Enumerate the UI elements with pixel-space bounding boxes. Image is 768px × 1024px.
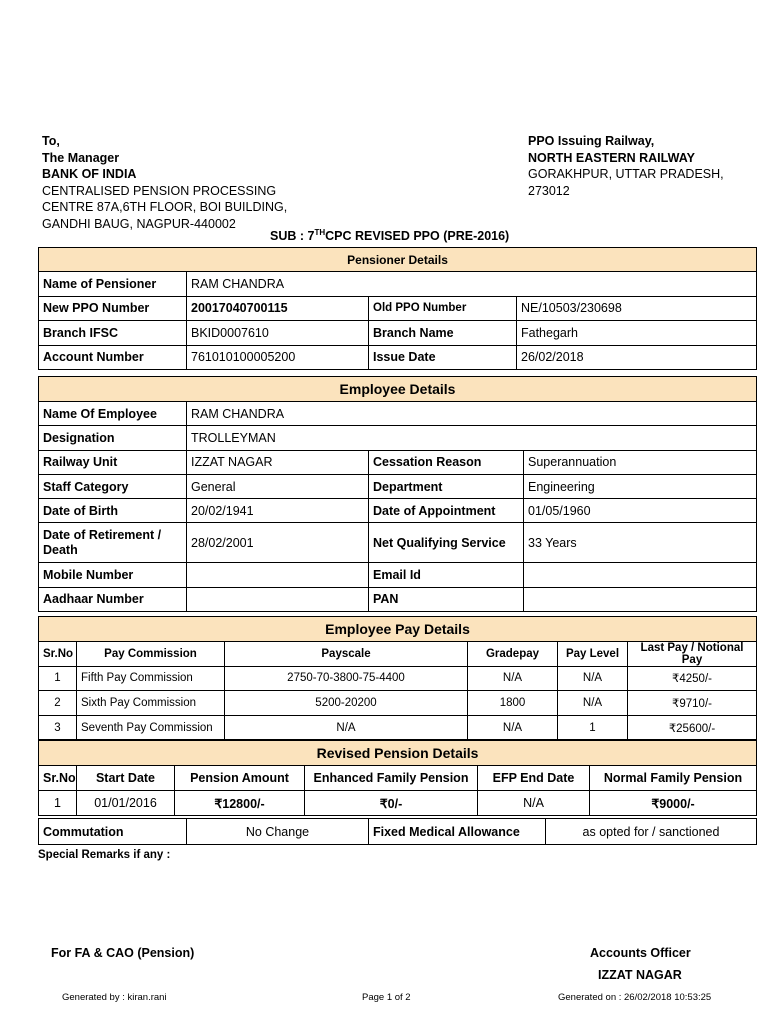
pay-commission: Seventh Pay Commission: [77, 715, 225, 740]
revised-pension-title: Revised Pension Details: [39, 741, 757, 766]
revised-header-pension-amount: Pension Amount: [175, 766, 305, 791]
issue-date-label: Issue Date: [369, 345, 517, 369]
cessation-reason-label: Cessation Reason: [369, 450, 524, 474]
cessation-reason-value: Superannuation: [524, 450, 757, 474]
employee-details-table: [38, 376, 757, 612]
commutation-table: [38, 818, 757, 845]
pay-row: [39, 715, 757, 740]
pay-row: [39, 691, 757, 716]
staff-category-value: General: [187, 474, 369, 498]
employee-name-label: Name Of Employee: [39, 402, 187, 426]
subject-suffix: CPC REVISED PPO (PRE-2016): [325, 229, 510, 244]
pay-header-payscale: Payscale: [225, 641, 468, 666]
subject-line: [0, 228, 768, 243]
issuer-label: PPO Issuing Railway,: [528, 134, 655, 148]
revised-efp-end: N/A: [478, 791, 590, 816]
revised-pension-table: [38, 740, 757, 816]
addressee-block: [42, 133, 287, 232]
pay-details-table: [38, 616, 757, 740]
old-ppo-label: Old PPO Number: [369, 296, 517, 320]
net-qualifying-service-value: 33 Years: [524, 523, 757, 563]
signatory-right-title: Accounts Officer: [590, 946, 691, 960]
email-id-value: [524, 563, 757, 587]
addressee-address-line: GANDHI BAUG, NAGPUR-440002: [42, 216, 236, 231]
pensioner-name-value: RAM CHANDRA: [187, 272, 757, 296]
revised-nfp: 9000/-: [659, 796, 695, 811]
pay-payscale: 5200-20200: [225, 691, 468, 716]
aadhaar-number-value: [187, 587, 369, 611]
issuer-pincode: 273012: [528, 183, 570, 198]
account-number-label: Account Number: [39, 345, 187, 369]
revised-header-nfp: Normal Family Pension: [590, 766, 757, 791]
employee-name-value: RAM CHANDRA: [187, 402, 757, 426]
pensioner-details-title: Pensioner Details: [39, 248, 757, 272]
fma-value: as opted for / sanctioned: [546, 819, 757, 845]
pay-level: N/A: [558, 691, 628, 716]
revised-header-efp: Enhanced Family Pension: [305, 766, 478, 791]
pay-srno: 2: [39, 691, 77, 716]
old-ppo-value: NE/10503/230698: [517, 296, 757, 320]
pan-label: PAN: [369, 587, 524, 611]
branch-name-label: Branch Name: [369, 321, 517, 345]
addressee-title: The Manager: [42, 150, 120, 165]
pay-header-lastpay: Last Pay / Notional Pay: [628, 641, 757, 666]
commutation-value: No Change: [187, 819, 369, 845]
revised-header-start-date: Start Date: [77, 766, 175, 791]
net-qualifying-service-label: Net Qualifying Service: [369, 523, 524, 563]
branch-ifsc-value: BKID0007610: [187, 321, 369, 345]
bank-name: BANK OF INDIA: [42, 167, 137, 181]
commutation-label: Commutation: [39, 819, 187, 845]
footer-generated-by: Generated by : kiran.rani: [62, 992, 167, 1003]
revised-pension-amount: 12800/-: [222, 796, 265, 811]
railway-name: NORTH EASTERN RAILWAY: [528, 150, 695, 165]
pay-level: N/A: [558, 666, 628, 691]
new-ppo-label: New PPO Number: [39, 296, 187, 320]
mobile-number-label: Mobile Number: [39, 563, 187, 587]
railway-unit-label: Railway Unit: [39, 450, 187, 474]
date-of-birth-label: Date of Birth: [39, 499, 187, 523]
designation-label: Designation: [39, 426, 187, 450]
revised-efp: 0/-: [387, 796, 403, 811]
signatory-right-place: IZZAT NAGAR: [598, 968, 682, 982]
date-of-birth-value: 20/02/1941: [187, 499, 369, 523]
revised-srno: 1: [39, 791, 77, 816]
to-salutation: To,: [42, 134, 60, 148]
pay-details-title: Employee Pay Details: [39, 617, 757, 642]
date-of-retirement-value: 28/02/2001: [187, 523, 369, 563]
pay-gradepay: N/A: [468, 666, 558, 691]
pay-row: [39, 666, 757, 691]
revised-header-efp-end: EFP End Date: [478, 766, 590, 791]
pay-commission: Fifth Pay Commission: [77, 666, 225, 691]
pay-level: 1: [558, 715, 628, 740]
pensioner-details-table: [38, 247, 757, 370]
pay-lastpay: 9710/-: [679, 697, 712, 710]
pensioner-name-label: Name of Pensioner: [39, 272, 187, 296]
footer-generated-on: Generated on : 26/02/2018 10:53:25: [558, 992, 712, 1003]
pay-header-gradepay: Gradepay: [468, 641, 558, 666]
new-ppo-value: 20017040700115: [187, 296, 369, 320]
special-remarks-label: Special Remarks if any :: [38, 849, 171, 861]
staff-category-label: Staff Category: [39, 474, 187, 498]
fma-label: Fixed Medical Allowance: [369, 819, 546, 845]
department-value: Engineering: [524, 474, 757, 498]
account-number-value: 761010100005200: [187, 345, 369, 369]
date-of-appointment-value: 01/05/1960: [524, 499, 757, 523]
footer-page-number: Page 1 of 2: [362, 992, 411, 1003]
pan-value: [524, 587, 757, 611]
aadhaar-number-label: Aadhaar Number: [39, 587, 187, 611]
mobile-number-value: [187, 563, 369, 587]
pay-payscale: 2750-70-3800-75-4400: [225, 666, 468, 691]
branch-name-value: Fathegarh: [517, 321, 757, 345]
subject-sup: TH: [314, 228, 326, 237]
employee-details-title: Employee Details: [39, 377, 757, 402]
pay-header-srno: Sr.No: [39, 641, 77, 666]
revised-header-srno: Sr.No: [39, 766, 77, 791]
pay-payscale: N/A: [225, 715, 468, 740]
pay-srno: 3: [39, 715, 77, 740]
date-of-appointment-label: Date of Appointment: [369, 499, 524, 523]
pay-header-paylevel: Pay Level: [558, 641, 628, 666]
pay-srno: 1: [39, 666, 77, 691]
subject-prefix: SUB : 7: [270, 229, 315, 244]
pay-lastpay: 4250/-: [679, 673, 712, 686]
railway-unit-value: IZZAT NAGAR: [187, 450, 369, 474]
department-label: Department: [369, 474, 524, 498]
addressee-address-line: CENTRE 87A,6TH FLOOR, BOI BUILDING,: [42, 200, 288, 214]
date-of-retirement-label: Date of Retirement / Death: [39, 523, 187, 563]
pay-commission: Sixth Pay Commission: [77, 691, 225, 716]
issuer-block: [528, 133, 724, 199]
rupee-icon: [380, 797, 388, 811]
signatory-left: For FA & CAO (Pension): [51, 946, 195, 960]
designation-value: TROLLEYMAN: [187, 426, 757, 450]
issue-date-value: 26/02/2018: [517, 345, 757, 369]
pay-header-commission: Pay Commission: [77, 641, 225, 666]
pay-gradepay: 1800: [468, 691, 558, 716]
revised-start-date: 01/01/2016: [77, 791, 175, 816]
pay-lastpay: 25600/-: [676, 722, 716, 735]
addressee-address-line: CENTRALISED PENSION PROCESSING: [42, 183, 277, 198]
pay-gradepay: N/A: [468, 715, 558, 740]
email-id-label: Email Id: [369, 563, 524, 587]
revised-row: [39, 791, 757, 816]
branch-ifsc-label: Branch IFSC: [39, 321, 187, 345]
issuer-address-line: GORAKHPUR, UTTAR PRADESH,: [528, 167, 724, 181]
